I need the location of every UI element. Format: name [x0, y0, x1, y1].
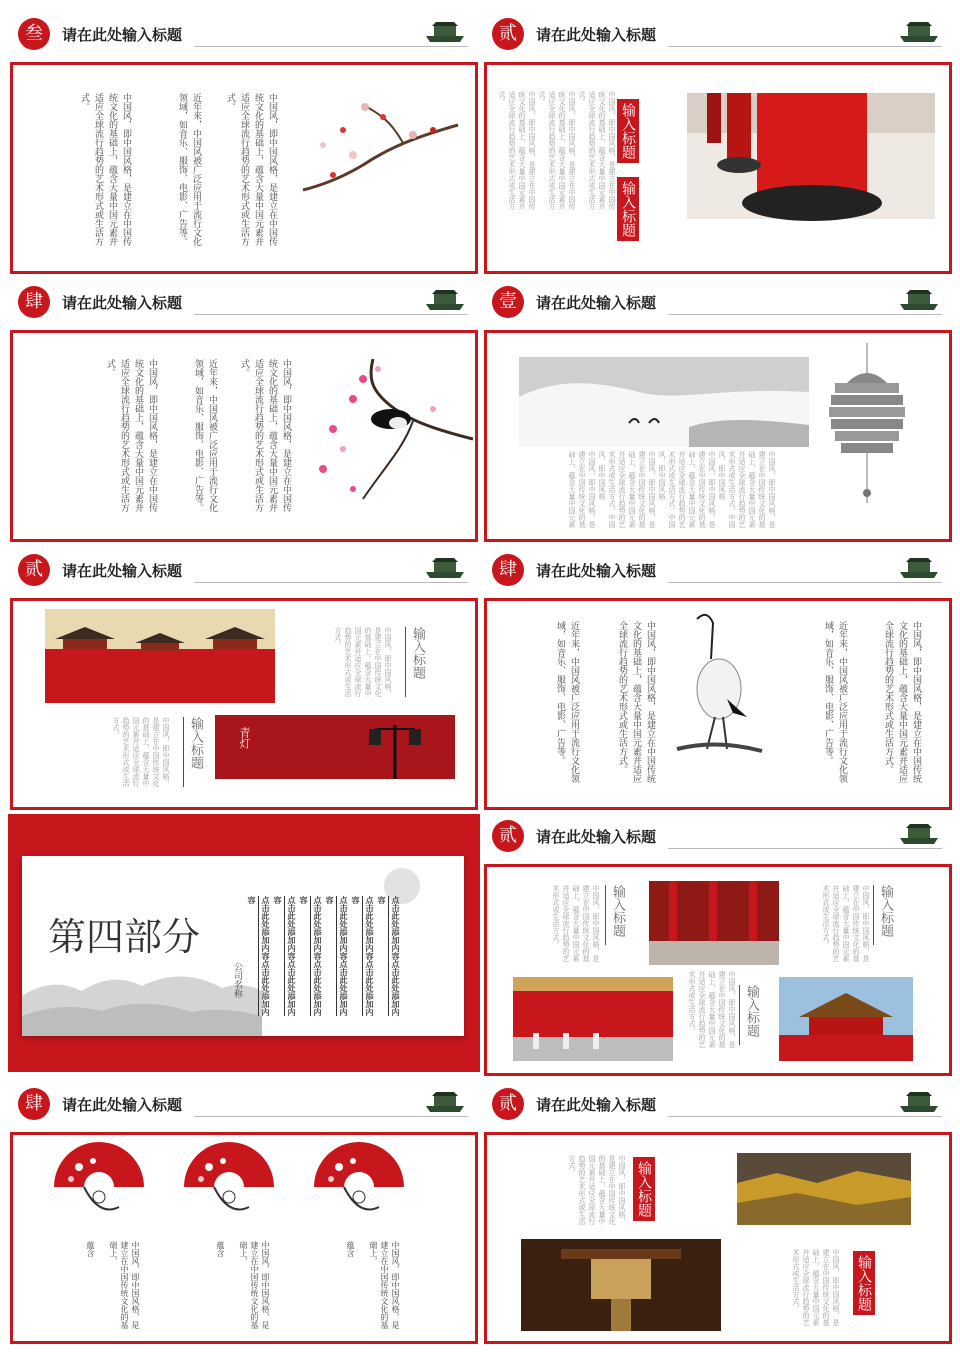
carved-bracket-photo [521, 1239, 721, 1331]
content-frame [484, 1132, 952, 1344]
section-heading: 输入标题 [405, 627, 427, 697]
slide-number: 壹 [492, 286, 524, 318]
slide-number: 贰 [492, 1088, 524, 1120]
body-text: 中国风，即中国风格，是建立在中国传统文化的基础上，蕴含大量中国元素并适应全球流行趋势的艺术形式或生活方式。 [334, 627, 392, 697]
body-text: 中国风，即中国风格，是建立在中国传统文化的基础上，蕴含大量中国元素并适应全球流行趋势的艺术形式或生活方式。 [239, 359, 291, 512]
slide-5[interactable] [8, 548, 480, 810]
body-text: 中国风，即中国风格，是建立在中国传统文化的基础上，蕴含大量中国元素并适应全球流行趋势的艺术形式或生活方式。 [538, 91, 576, 210]
crane-ink-illustration [667, 609, 767, 759]
slide-header [8, 12, 480, 58]
title-box [633, 1157, 655, 1221]
body-text: 中国风，即中国风格，是建立在中国传统文化的基础上，蕴含大量中国元素并适应全球流行趋势的艺术形式或生活方式。 [578, 91, 616, 210]
content-frame [10, 330, 478, 542]
boat-icon [420, 286, 470, 314]
slide-9[interactable] [8, 1082, 480, 1344]
slide-number: 肆 [18, 1088, 50, 1120]
boat-icon [894, 554, 944, 582]
palace-tower-photo [779, 977, 913, 1061]
content-frame [10, 598, 478, 810]
slide-header [482, 280, 954, 326]
slide-number: 肆 [18, 286, 50, 318]
slide-number: 叁 [18, 18, 50, 50]
title-underline [668, 1116, 942, 1117]
section-line: 点击此处添加内容点击此处添加内容 [351, 896, 375, 1016]
body-text: 中国风，即中国风格，是建立在中国传统文化的基础上，蕴含大量中国元素 [688, 451, 716, 528]
section-line: 点击此处添加内容点击此处添加内容 [377, 896, 401, 1016]
slide-header [482, 12, 954, 58]
section-heading: 输入标题 [183, 717, 205, 787]
body-text: 并适应全球流行趋势的艺术形式或生活方式。中国风，即中国风格 [718, 451, 746, 528]
section-heading: 输入标题 [873, 885, 895, 945]
section-card [22, 856, 464, 1036]
title-underline [668, 314, 942, 315]
body-text: 中国风，即中国风格，是建立在中国传统文化的基础上， [109, 1241, 140, 1329]
body-text: 中国风，即中国风格，是建立在中国传统文化的基础上，蕴含大量中国元素 [628, 451, 656, 528]
body-text: 近年来，中国风被广泛应用于流行文化领域，如音乐、服饰、电影、广告等。 [555, 621, 579, 783]
slide-1[interactable] [8, 12, 480, 274]
slide-header [8, 1082, 480, 1128]
section-title: 第四部分 [48, 915, 201, 959]
content-frame [484, 598, 952, 810]
red-pillars-photo [687, 93, 935, 219]
body-text: 中国风，即中国风格，是建立在中国传统文化的基础上，蕴含大量中国元素 [568, 451, 596, 528]
slide-title: 请在此处输入标题 [62, 562, 183, 580]
body-text: 中国风，即中国风格，是建立在中国传统文化的基础上，蕴含大量中国元素并适应全球流行趋势的艺术形式或生活方式。 [688, 971, 736, 1048]
company-name: 公司名称 [232, 962, 242, 998]
slide-4[interactable] [482, 280, 954, 542]
title-box-label: 输入标题 [856, 1255, 872, 1311]
slide-header [482, 1082, 954, 1128]
body-text: 近年来，中国风被广泛应用于流行文化领域，如音乐、服饰、电影、广告等。 [177, 93, 201, 246]
slide-number: 贰 [18, 554, 50, 586]
plum-branch-illustration [293, 85, 463, 195]
title-box [853, 1251, 875, 1315]
slide-8[interactable] [482, 814, 954, 1076]
slide-number: 肆 [492, 554, 524, 586]
title-box [617, 177, 639, 241]
slide-6[interactable] [482, 548, 954, 810]
slide-3[interactable] [8, 280, 480, 542]
slide-header [482, 814, 954, 860]
forbidden-city-wall-photo [45, 609, 275, 703]
slide-title: 请在此处输入标题 [536, 828, 657, 846]
slide-title: 请在此处输入标题 [536, 26, 657, 44]
body-text: 中国风，即中国风格，是建立在中国传统文化的基础上， [369, 1241, 400, 1329]
section-heading: 输入标题 [605, 885, 627, 945]
body-text: 中国风，即中国风格，是建立在中国传统文化的基础上，蕴含大量中国元素并适应全球流行趋势的艺术形式或生活方式。 [822, 885, 870, 962]
section-line: 点击此处添加内容点击此处添加内容 [273, 896, 297, 1016]
title-box-label: 输入标题 [636, 1161, 652, 1217]
section-line: 点击此处添加内容点击此处添加内容 [299, 896, 323, 1016]
slide-number: 贰 [492, 18, 524, 50]
fan-icon [179, 1147, 279, 1227]
boat-icon [894, 286, 944, 314]
title-underline [668, 46, 942, 47]
body-text: 中国风，即中国风格，是建立在中国传统文化的基础上，蕴含大量中国元素并适应全球流行趋势的艺术形式或生活方式。 [552, 885, 600, 962]
body-text: 中国风，即中国风格，是建立在中国传统文化的基础上，蕴含大量中国元素并适应全球流行趋势的艺术形式或生活方式。 [883, 621, 921, 783]
fan-label: 蕴含 [216, 1241, 225, 1257]
content-frame [484, 330, 952, 542]
content-frame [10, 1132, 478, 1344]
content-frame [484, 864, 952, 1076]
fan-label: 蕴含 [346, 1241, 355, 1257]
boat-icon [420, 1088, 470, 1116]
body-text: 中国风，即中国风格，是建立在中国传统文化的基础上， [239, 1241, 270, 1329]
body-text: 中国风，即中国风格，是建立在中国传统文化的基础上，蕴含大量中国元素 [748, 451, 776, 528]
temple-roof-photo [737, 1153, 911, 1225]
lamp-caption: 青灯 [238, 727, 251, 749]
body-text: 并适应全球流行趋势的艺术形式或生活方式。中国风，即中国风格 [658, 451, 686, 528]
body-text: 中国风，即中国风格，是建立在中国传统文化的基础上，蕴含大量中国元素并适应全球流行趋势的艺术形式或生活方式。 [112, 717, 170, 787]
ink-landscape-swans [519, 357, 809, 447]
body-text: 中国风，即中国风格，是建立在中国传统文化的基础上，蕴含大量中国元素并适应全球流行趋势的艺术形式或生活方式。 [79, 93, 131, 246]
fan-icon [309, 1147, 409, 1227]
title-underline [194, 46, 468, 47]
body-text: 近年来，中国风被广泛应用于流行文化领域，如音乐、服饰、电影、广告等。 [193, 359, 217, 512]
lantern-icon [827, 343, 907, 523]
slide-7-section-divider[interactable] [8, 814, 480, 1072]
boat-icon [894, 18, 944, 46]
title-underline [668, 582, 942, 583]
title-underline [194, 1116, 468, 1117]
slide-10[interactable] [482, 1082, 954, 1344]
slide-header [8, 548, 480, 594]
street-lamp-photo [215, 715, 455, 779]
body-text: 中国风，即中国风格，是建立在中国传统文化的基础上，蕴含大量中国元素并适应全球流行趋势的艺术形式或生活方式。 [105, 359, 157, 512]
slide-title: 请在此处输入标题 [62, 294, 183, 312]
section-line: 点击此处添加内容点击此处添加内容 [325, 896, 349, 1016]
title-underline [668, 848, 942, 849]
section-line: 点击此处添加内容点击此处添加内容 [247, 896, 271, 1016]
body-text: 中国风，即中国风格，是建立在中国传统文化的基础上，蕴含大量中国元素并适应全球流行趋势的艺术形式或生活方式。 [225, 93, 277, 246]
palace-wall-photo [513, 977, 673, 1061]
magpie-plum-illustration [303, 349, 473, 519]
slide-title: 请在此处输入标题 [536, 294, 657, 312]
slide-title: 请在此处输入标题 [62, 26, 183, 44]
boat-icon [894, 820, 944, 848]
slide-2[interactable] [482, 12, 954, 274]
slide-title: 请在此处输入标题 [536, 562, 657, 580]
body-text: 近年来，中国风被广泛应用于流行文化领域，如音乐、服饰、电影、广告等。 [823, 621, 847, 783]
content-frame [10, 62, 478, 274]
title-underline [194, 582, 468, 583]
slide-number: 贰 [492, 820, 524, 852]
title-underline [194, 314, 468, 315]
boat-icon [420, 554, 470, 582]
slide-header [8, 280, 480, 326]
body-text: 中国风，即中国风格，是建立在中国传统文化的基础上，蕴含大量中国元素并适应全球流行趋势的艺术形式或生活方式。 [568, 1155, 626, 1225]
slide-header [482, 548, 954, 594]
section-heading: 输入标题 [739, 985, 761, 1045]
fan-label: 蕴含 [86, 1241, 95, 1257]
fan-icon [49, 1147, 149, 1227]
boat-icon [894, 1088, 944, 1116]
boat-icon [420, 18, 470, 46]
title-box-label: 输入标题 [620, 103, 636, 159]
title-box-label: 输入标题 [620, 181, 636, 237]
title-box [617, 99, 639, 163]
slide-title: 请在此处输入标题 [536, 1096, 657, 1114]
red-corridor-photo [649, 881, 779, 965]
slide-title: 请在此处输入标题 [62, 1096, 183, 1114]
body-text: 中国风，即中国风格，是建立在中国传统文化的基础上，蕴含大量中国元素并适应全球流行趋势的艺术形式或生活方式。 [792, 1249, 840, 1326]
body-text: 中国风，即中国风格，是建立在中国传统文化的基础上，蕴含大量中国元素并适应全球流行趋势的艺术形式或生活方式。 [617, 621, 655, 783]
content-frame [484, 62, 952, 274]
body-text: 中国风，即中国风格，是建立在中国传统文化的基础上，蕴含大量中国元素并适应全球流行趋势的艺术形式或生活方式。 [498, 91, 536, 210]
body-text: 并适应全球流行趋势的艺术形式或生活方式。中国风，即中国风格 [598, 451, 626, 528]
